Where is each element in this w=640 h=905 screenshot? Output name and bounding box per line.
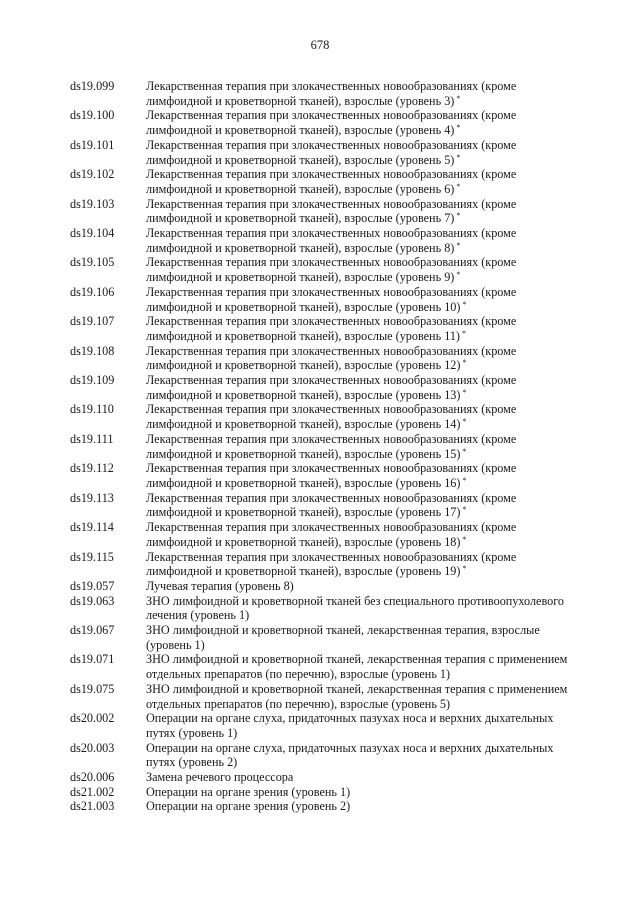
item-code: ds19.114 (70, 520, 114, 535)
description-text: Операции на органе зрения (уровень 1) (146, 784, 351, 799)
item-description (146, 344, 590, 373)
item-code: ds19.108 (70, 343, 115, 358)
description-text: путях (уровень 1) (146, 725, 238, 740)
description-text: лимфоидной и кроветворной тканей), взрослые (уровень 10) (146, 299, 461, 314)
footnote-mark: * (462, 299, 467, 309)
description-line (146, 476, 590, 491)
description-line (146, 697, 590, 712)
description-text: Лекарственная терапия при злокачественных новообразованиях (кроме (146, 461, 517, 476)
description-text: отдельных препаратов (по перечню), взрослые (уровень 1) (146, 667, 451, 682)
item-code: ds19.057 (70, 578, 115, 593)
description-text: лимфоидной и кроветворной тканей), взрослые (уровень 4) (146, 123, 455, 138)
description-line (146, 608, 590, 623)
item-description (146, 285, 590, 314)
item-code: ds19.111 (70, 431, 114, 446)
footnote-mark: * (462, 564, 467, 574)
footnote-mark: * (456, 152, 461, 162)
description-line (146, 785, 590, 800)
footnote-mark: * (462, 534, 467, 544)
list-item (70, 594, 590, 623)
description-text: лимфоидной и кроветворной тканей), взрослые (уровень 13) (146, 387, 461, 402)
description-text: лимфоидной и кроветворной тканей), взрослые (уровень 12) (146, 358, 461, 373)
description-text: лимфоидной и кроветворной тканей), взрослые (уровень 9) (146, 270, 455, 285)
description-line (146, 447, 590, 462)
description-line (146, 505, 590, 520)
description-text: лимфоидной и кроветворной тканей), взрослые (уровень 16) (146, 475, 461, 490)
item-description (146, 799, 590, 814)
page-number: 678 (310, 38, 330, 52)
item-code: ds20.006 (70, 770, 115, 785)
list-item (70, 197, 590, 226)
description-line (146, 167, 590, 182)
item-description (146, 138, 590, 167)
item-description (146, 785, 590, 800)
description-line (146, 799, 590, 814)
description-text: Лекарственная терапия при злокачественных новообразованиях (кроме (146, 314, 517, 329)
description-line (146, 711, 590, 726)
description-line (146, 344, 590, 359)
description-text: лимфоидной и кроветворной тканей), взрослые (уровень 7) (146, 211, 455, 226)
footnote-mark: * (456, 123, 461, 133)
description-text: Лекарственная терапия при злокачественных новообразованиях (кроме (146, 284, 517, 299)
list-item (70, 432, 590, 461)
description-text: Операции на органе зрения (уровень 2) (146, 799, 351, 814)
description-text: лимфоидной и кроветворной тканей), взрослые (уровень 8) (146, 240, 455, 255)
description-text: лимфоидной и кроветворной тканей), взрослые (уровень 11) (146, 328, 460, 343)
description-text: ЗНО лимфоидной и кроветворной тканей, лекарственная терапия, взрослые (146, 623, 540, 638)
description-text: Лекарственная терапия при злокачественных новообразованиях (кроме (146, 490, 517, 505)
description-text: ЗНО лимфоидной и кроветворной тканей, лекарственная терапия с применением (146, 681, 568, 696)
list-item (70, 108, 590, 137)
item-description (146, 108, 590, 137)
description-text: лимфоидной и кроветворной тканей), взрослые (уровень 5) (146, 152, 455, 167)
list-item (70, 285, 590, 314)
list-item (70, 314, 590, 343)
description-line (146, 94, 590, 109)
description-text: путях (уровень 2) (146, 755, 238, 770)
item-code: ds19.107 (70, 314, 115, 329)
description-line (146, 417, 590, 432)
item-code: ds19.115 (70, 549, 114, 564)
item-description (146, 226, 590, 255)
list-item (70, 741, 590, 770)
footnote-mark: * (462, 475, 467, 485)
list-item (70, 167, 590, 196)
description-text: лимфоидной и кроветворной тканей), взрослые (уровень 18) (146, 534, 461, 549)
footnote-mark: * (462, 358, 467, 368)
footnote-mark: * (456, 270, 461, 280)
item-description (146, 579, 590, 594)
description-line (146, 270, 590, 285)
description-line (146, 329, 590, 344)
description-text: Лекарственная терапия при злокачественных новообразованиях (кроме (146, 108, 517, 123)
description-line (146, 197, 590, 212)
description-line (146, 108, 590, 123)
item-code: ds19.104 (70, 226, 115, 241)
list-item (70, 461, 590, 490)
list-item (70, 402, 590, 431)
description-text: Лекарственная терапия при злокачественных новообразованиях (кроме (146, 226, 517, 241)
item-description (146, 373, 590, 402)
description-line (146, 123, 590, 138)
item-description (146, 623, 590, 652)
item-description (146, 255, 590, 284)
list-item (70, 520, 590, 549)
list-item (70, 550, 590, 579)
description-text: лимфоидной и кроветворной тканей), взрослые (уровень 14) (146, 417, 461, 432)
item-code: ds19.113 (70, 490, 114, 505)
footnote-mark: * (461, 328, 466, 338)
item-description (146, 594, 590, 623)
description-line (146, 432, 590, 447)
item-description (146, 770, 590, 785)
item-code: ds19.102 (70, 167, 115, 182)
list-item (70, 623, 590, 652)
item-description (146, 711, 590, 740)
description-text: Лекарственная терапия при злокачественных новообразованиях (кроме (146, 343, 517, 358)
description-text: Лекарственная терапия при злокачественных новообразованиях (кроме (146, 79, 517, 93)
item-description (146, 167, 590, 196)
description-line (146, 285, 590, 300)
footnote-mark: * (462, 387, 467, 397)
description-line (146, 255, 590, 270)
description-line (146, 241, 590, 256)
list-item (70, 373, 590, 402)
list-item (70, 579, 590, 594)
description-line (146, 638, 590, 653)
description-line (146, 226, 590, 241)
footnote-mark: * (462, 505, 467, 515)
item-code: ds20.002 (70, 711, 115, 726)
description-line (146, 300, 590, 315)
item-description (146, 79, 590, 108)
description-line (146, 491, 590, 506)
item-description (146, 520, 590, 549)
item-description (146, 652, 590, 681)
description-text: ЗНО лимфоидной и кроветворной тканей без специального противоопухолевого (146, 593, 565, 608)
list-item (70, 799, 590, 814)
item-description (146, 550, 590, 579)
description-text: Лекарственная терапия при злокачественных новообразованиях (кроме (146, 402, 517, 417)
list-item (70, 491, 590, 520)
item-code: ds19.100 (70, 108, 115, 123)
item-code: ds19.075 (70, 681, 115, 696)
item-code: ds19.099 (70, 79, 115, 93)
description-line (146, 770, 590, 785)
list-item (70, 255, 590, 284)
description-line (146, 138, 590, 153)
list-item (70, 79, 590, 108)
description-text: Операции на органе слуха, придаточных пазухах носа и верхних дыхательных (146, 711, 554, 726)
item-description (146, 682, 590, 711)
item-code: ds19.067 (70, 623, 115, 638)
description-text: Лекарственная терапия при злокачественных новообразованиях (кроме (146, 520, 517, 535)
description-line (146, 623, 590, 638)
description-line (146, 726, 590, 741)
item-code: ds19.110 (70, 402, 114, 417)
description-text: лимфоидной и кроветворной тканей), взрослые (уровень 3) (146, 93, 455, 108)
description-line (146, 535, 590, 550)
item-description (146, 402, 590, 431)
description-text: Лекарственная терапия при злокачественных новообразованиях (кроме (146, 373, 517, 388)
description-line (146, 402, 590, 417)
description-text: лимфоидной и кроветворной тканей), взрослые (уровень 19) (146, 564, 461, 579)
description-line (146, 652, 590, 667)
description-text: Лекарственная терапия при злокачественных новообразованиях (кроме (146, 137, 517, 152)
footnote-mark: * (456, 240, 461, 250)
description-text: Замена речевого процессора (146, 770, 294, 785)
description-line (146, 153, 590, 168)
item-description (146, 461, 590, 490)
description-line (146, 755, 590, 770)
description-line (146, 667, 590, 682)
description-line (146, 682, 590, 697)
description-line (146, 579, 590, 594)
list-item (70, 652, 590, 681)
list-item (70, 770, 590, 785)
item-code: ds20.003 (70, 740, 115, 755)
description-text: ЗНО лимфоидной и кроветворной тканей, лекарственная терапия с применением (146, 652, 568, 667)
description-line (146, 358, 590, 373)
list-item (70, 344, 590, 373)
description-text: Лекарственная терапия при злокачественных новообразованиях (кроме (146, 549, 517, 564)
description-line (146, 373, 590, 388)
item-code: ds21.002 (70, 784, 115, 799)
list-item (70, 138, 590, 167)
description-line (146, 564, 590, 579)
item-description (146, 491, 590, 520)
description-text: Операции на органе слуха, придаточных пазухах носа и верхних дыхательных (146, 740, 554, 755)
code-list (70, 79, 590, 814)
item-code: ds21.003 (70, 799, 115, 814)
description-line (146, 594, 590, 609)
footnote-mark: * (462, 417, 467, 427)
item-description (146, 741, 590, 770)
item-code: ds19.105 (70, 255, 115, 270)
description-text: лечения (уровень 1) (146, 608, 250, 623)
item-code: ds19.071 (70, 652, 115, 667)
description-text: Лучевая терапия (уровень 8) (146, 578, 294, 593)
item-code: ds19.109 (70, 373, 115, 388)
description-line (146, 182, 590, 197)
item-description (146, 197, 590, 226)
footnote-mark: * (456, 211, 461, 221)
description-text: лимфоидной и кроветворной тканей), взрослые (уровень 17) (146, 505, 461, 520)
list-item (70, 785, 590, 800)
description-text: лимфоидной и кроветворной тканей), взрослые (уровень 15) (146, 446, 461, 461)
description-line (146, 314, 590, 329)
description-line (146, 520, 590, 535)
description-line (146, 211, 590, 226)
item-code: ds19.063 (70, 593, 115, 608)
description-line (146, 741, 590, 756)
footnote-mark: * (456, 181, 461, 191)
item-description (146, 432, 590, 461)
footnote-mark: * (462, 446, 467, 456)
description-text: лимфоидной и кроветворной тканей), взрослые (уровень 6) (146, 181, 455, 196)
description-text: Лекарственная терапия при злокачественных новообразованиях (кроме (146, 431, 517, 446)
list-item (70, 682, 590, 711)
item-code: ds19.101 (70, 137, 115, 152)
description-line (146, 461, 590, 476)
description-line (146, 79, 590, 94)
description-text: Лекарственная терапия при злокачественных новообразованиях (кроме (146, 255, 517, 270)
description-text: Лекарственная терапия при злокачественных новообразованиях (кроме (146, 167, 517, 182)
footnote-mark: * (456, 93, 461, 103)
list-item (70, 226, 590, 255)
item-code: ds19.106 (70, 284, 115, 299)
item-code: ds19.103 (70, 196, 115, 211)
description-text: (уровень 1) (146, 637, 205, 652)
list-item (70, 711, 590, 740)
item-description (146, 314, 590, 343)
item-code: ds19.112 (70, 461, 114, 476)
description-text: Лекарственная терапия при злокачественных новообразованиях (кроме (146, 196, 517, 211)
description-line (146, 550, 590, 565)
description-line (146, 388, 590, 403)
description-text: отдельных препаратов (по перечню), взрослые (уровень 5) (146, 696, 451, 711)
